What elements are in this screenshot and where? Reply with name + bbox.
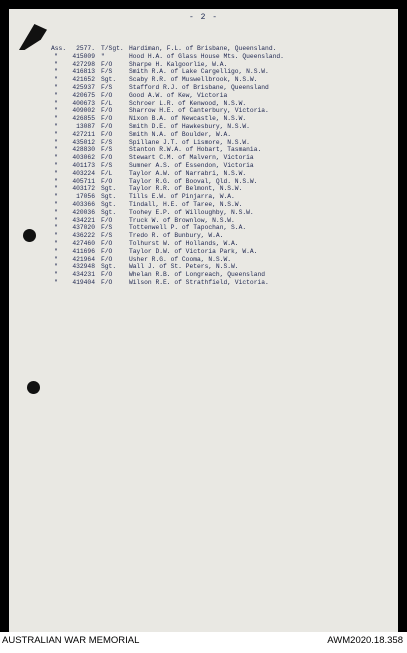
row-mark: " <box>54 169 58 177</box>
footer-institution: AUSTRALIAN WAR MEMORIAL <box>2 635 140 646</box>
rank: F/S <box>101 161 113 169</box>
name-and-hometown: Scaby R.R. of Muswellbrook, N.S.W. <box>129 76 258 84</box>
name-and-hometown: Wilson R.E. of Strathfield, Victoria. <box>129 278 269 286</box>
list-item <box>0 185 407 193</box>
row-mark: " <box>54 161 58 169</box>
service-number: 420036 <box>72 208 95 216</box>
rank: F/O <box>101 278 113 286</box>
row-mark: " <box>54 208 58 216</box>
name-and-hometown: Hood H.A. of Glass House Mts. Queensland. <box>129 52 284 60</box>
rank: T/Sgt. <box>101 45 124 52</box>
row-mark: " <box>54 224 58 232</box>
punch-hole-bottom <box>27 381 40 394</box>
row-mark: " <box>54 122 58 130</box>
rank: F/S <box>101 146 113 154</box>
service-number: 421652 <box>72 76 95 84</box>
rank: F/O <box>101 122 113 130</box>
row-mark: " <box>54 115 58 123</box>
name-and-hometown: Schroer L.R. of Kenwood, N.S.W. <box>129 99 247 107</box>
name-and-hometown: Sharrow H.E. of Canterbury, Victoria. <box>129 107 269 115</box>
service-number: 409002 <box>72 107 95 115</box>
service-number: 411696 <box>72 247 95 255</box>
row-mark: " <box>54 247 58 255</box>
row-mark: " <box>54 107 58 115</box>
list-item <box>0 53 407 61</box>
list-item <box>0 232 407 240</box>
rank: F/S <box>101 224 113 232</box>
name-and-hometown: Taylor D.W. of Victoria Park, W.A. <box>129 247 258 255</box>
list-item <box>0 263 407 271</box>
list-item <box>0 123 407 131</box>
row-mark: " <box>54 68 58 76</box>
name-and-hometown: Stanton R.W.A. of Hobart, Tasmania. <box>129 146 262 154</box>
list-item <box>0 68 407 76</box>
list-item <box>0 178 407 186</box>
service-number: 437020 <box>72 224 95 232</box>
list-item <box>0 271 407 279</box>
list-item <box>0 107 407 115</box>
rank: F/O <box>101 177 113 185</box>
service-number: 403062 <box>72 154 95 162</box>
service-number: 427211 <box>72 130 95 138</box>
row-mark: " <box>54 255 58 263</box>
row-mark: " <box>54 154 58 162</box>
rank: F/O <box>101 154 113 162</box>
name-and-hometown: Spillane J.T. of Lismore, N.S.W. <box>129 138 250 146</box>
rank: Sgt. <box>101 208 117 216</box>
rank: F/O <box>101 239 113 247</box>
name-and-hometown: Toohey E.P. of Willoughby, N.S.W. <box>129 208 254 216</box>
service-number: 403172 <box>72 185 95 193</box>
rank: F/O <box>101 115 113 123</box>
service-number: 401173 <box>72 161 95 169</box>
service-number: 428830 <box>72 146 95 154</box>
rank: F/O <box>101 60 113 68</box>
service-number: 425937 <box>72 83 95 91</box>
rank: " <box>101 52 105 60</box>
rank: F/O <box>101 107 113 115</box>
service-number: 13087 <box>76 122 95 130</box>
name-and-hometown: Wall J. of St. Peters, N.S.W. <box>129 263 239 271</box>
name-and-hometown: Hardiman, F.L. of Brisbane, Queensland. <box>129 45 277 52</box>
row-mark: Ass. <box>51 45 67 52</box>
name-and-hometown: Sharpe H. Kalgoorlie, W.A. <box>129 60 228 68</box>
rank: F/L <box>101 169 113 177</box>
name-and-hometown: Good A.W. of Kew, Victoria <box>129 91 228 99</box>
name-and-hometown: Stewart C.M. of Malvern, Victoria <box>129 154 254 162</box>
list-item <box>0 256 407 264</box>
name-and-hometown: Tolhurst W. of Hollands, W.A. <box>129 239 239 247</box>
rank: F/O <box>101 271 113 279</box>
service-number: 416813 <box>72 68 95 76</box>
list-item <box>0 131 407 139</box>
service-number: 17056 <box>76 193 95 201</box>
personnel-list <box>0 45 407 287</box>
row-mark: " <box>54 60 58 68</box>
rank: F/S <box>101 138 113 146</box>
service-number: 421964 <box>72 255 95 263</box>
row-mark: " <box>54 193 58 201</box>
name-and-hometown: Tredo R. of Bunbury, W.A. <box>129 232 224 240</box>
list-item <box>0 201 407 209</box>
page-number: - 2 - <box>188 13 218 22</box>
service-number: 405711 <box>72 177 95 185</box>
service-number: 435012 <box>72 138 95 146</box>
row-mark: " <box>54 130 58 138</box>
rank: F/L <box>101 99 113 107</box>
row-mark: " <box>54 76 58 84</box>
name-and-hometown: Smith D.E. of Hawkesbury, N.S.W. <box>129 122 250 130</box>
name-and-hometown: Smith N.A. of Boulder, W.A. <box>129 130 232 138</box>
row-mark: " <box>54 83 58 91</box>
row-mark: " <box>54 232 58 240</box>
rank: Sgt. <box>101 263 117 271</box>
rank: Sgt. <box>101 185 117 193</box>
name-and-hometown: Taylor A.W. of Narrabri, N.S.W. <box>129 169 247 177</box>
list-item <box>0 248 407 256</box>
row-mark: " <box>54 146 58 154</box>
rank: F/O <box>101 130 113 138</box>
name-and-hometown: Smith R.A. of Lake Cargelligo, N.S.W. <box>129 68 269 76</box>
rank: F/O <box>101 91 113 99</box>
rank: F/O <box>101 247 113 255</box>
list-item <box>0 279 407 287</box>
name-and-hometown: Nixon B.A. of Newcastle, N.S.W. <box>129 115 247 123</box>
footer-bar <box>0 632 407 653</box>
row-mark: " <box>54 138 58 146</box>
row-mark: " <box>54 271 58 279</box>
name-and-hometown: Stafford R.J. of Brisbane, Queensland <box>129 83 269 91</box>
list-item <box>0 100 407 108</box>
list-item <box>0 224 407 232</box>
rank: Sgt. <box>101 76 117 84</box>
service-number: 403366 <box>72 200 95 208</box>
rank: F/S <box>101 83 113 91</box>
service-number: 436222 <box>72 232 95 240</box>
service-number: 2577. <box>76 45 95 52</box>
row-mark: " <box>54 91 58 99</box>
rank: F/O <box>101 255 113 263</box>
list-item <box>0 76 407 84</box>
name-and-hometown: Tottenwell P. of Tapochan, S.A. <box>129 224 247 232</box>
service-number: 427298 <box>72 60 95 68</box>
list-item <box>0 115 407 123</box>
rank: F/O <box>101 216 113 224</box>
list-item <box>0 240 407 248</box>
row-mark: " <box>54 263 58 271</box>
list-item <box>0 84 407 92</box>
list-item <box>0 209 407 217</box>
name-and-hometown: Tindall, H.E. of Taree, N.S.W. <box>129 200 243 208</box>
footer-accession-number: AWM2020.18.358 <box>327 635 403 646</box>
row-mark: " <box>54 278 58 286</box>
rank: F/S <box>101 232 113 240</box>
service-number: 427460 <box>72 239 95 247</box>
service-number: 434221 <box>72 216 95 224</box>
list-item <box>0 170 407 178</box>
row-mark: " <box>54 99 58 107</box>
list-item <box>0 61 407 69</box>
name-and-hometown: Usher R.G. of Cooma, N.S.W. <box>129 255 232 263</box>
list-item <box>0 193 407 201</box>
row-mark: " <box>54 185 58 193</box>
name-and-hometown: Truck W. of Brownlow, N.S.W. <box>129 216 235 224</box>
row-mark: " <box>54 52 58 60</box>
row-mark: " <box>54 200 58 208</box>
rank: Sgt. <box>101 200 117 208</box>
list-item <box>0 146 407 154</box>
service-number: 403224 <box>72 169 95 177</box>
service-number: 426855 <box>72 115 95 123</box>
list-item <box>0 45 407 53</box>
list-item <box>0 92 407 100</box>
rank: F/S <box>101 68 113 76</box>
row-mark: " <box>54 239 58 247</box>
name-and-hometown: Sumner A.S. of Essendon, Victoria <box>129 161 254 169</box>
row-mark: " <box>54 216 58 224</box>
name-and-hometown: Taylor R.G. of Booval, Qld. N.S.W. <box>129 177 258 185</box>
list-item <box>0 217 407 225</box>
list-item <box>0 139 407 147</box>
service-number: 420675 <box>72 91 95 99</box>
service-number: 432948 <box>72 263 95 271</box>
service-number: 419404 <box>72 278 95 286</box>
name-and-hometown: Taylor R.R. of Belmont, N.S.W. <box>129 185 243 193</box>
name-and-hometown: Whelan R.B. of Longreach, Queensland <box>129 271 266 279</box>
row-mark: " <box>54 177 58 185</box>
service-number: 434231 <box>72 271 95 279</box>
service-number: 415009 <box>72 52 95 60</box>
list-item <box>0 162 407 170</box>
rank: Sgt. <box>101 193 117 201</box>
list-item <box>0 154 407 162</box>
name-and-hometown: Tills E.W. of Pinjarra, W.A. <box>129 193 235 201</box>
service-number: 400673 <box>72 99 95 107</box>
